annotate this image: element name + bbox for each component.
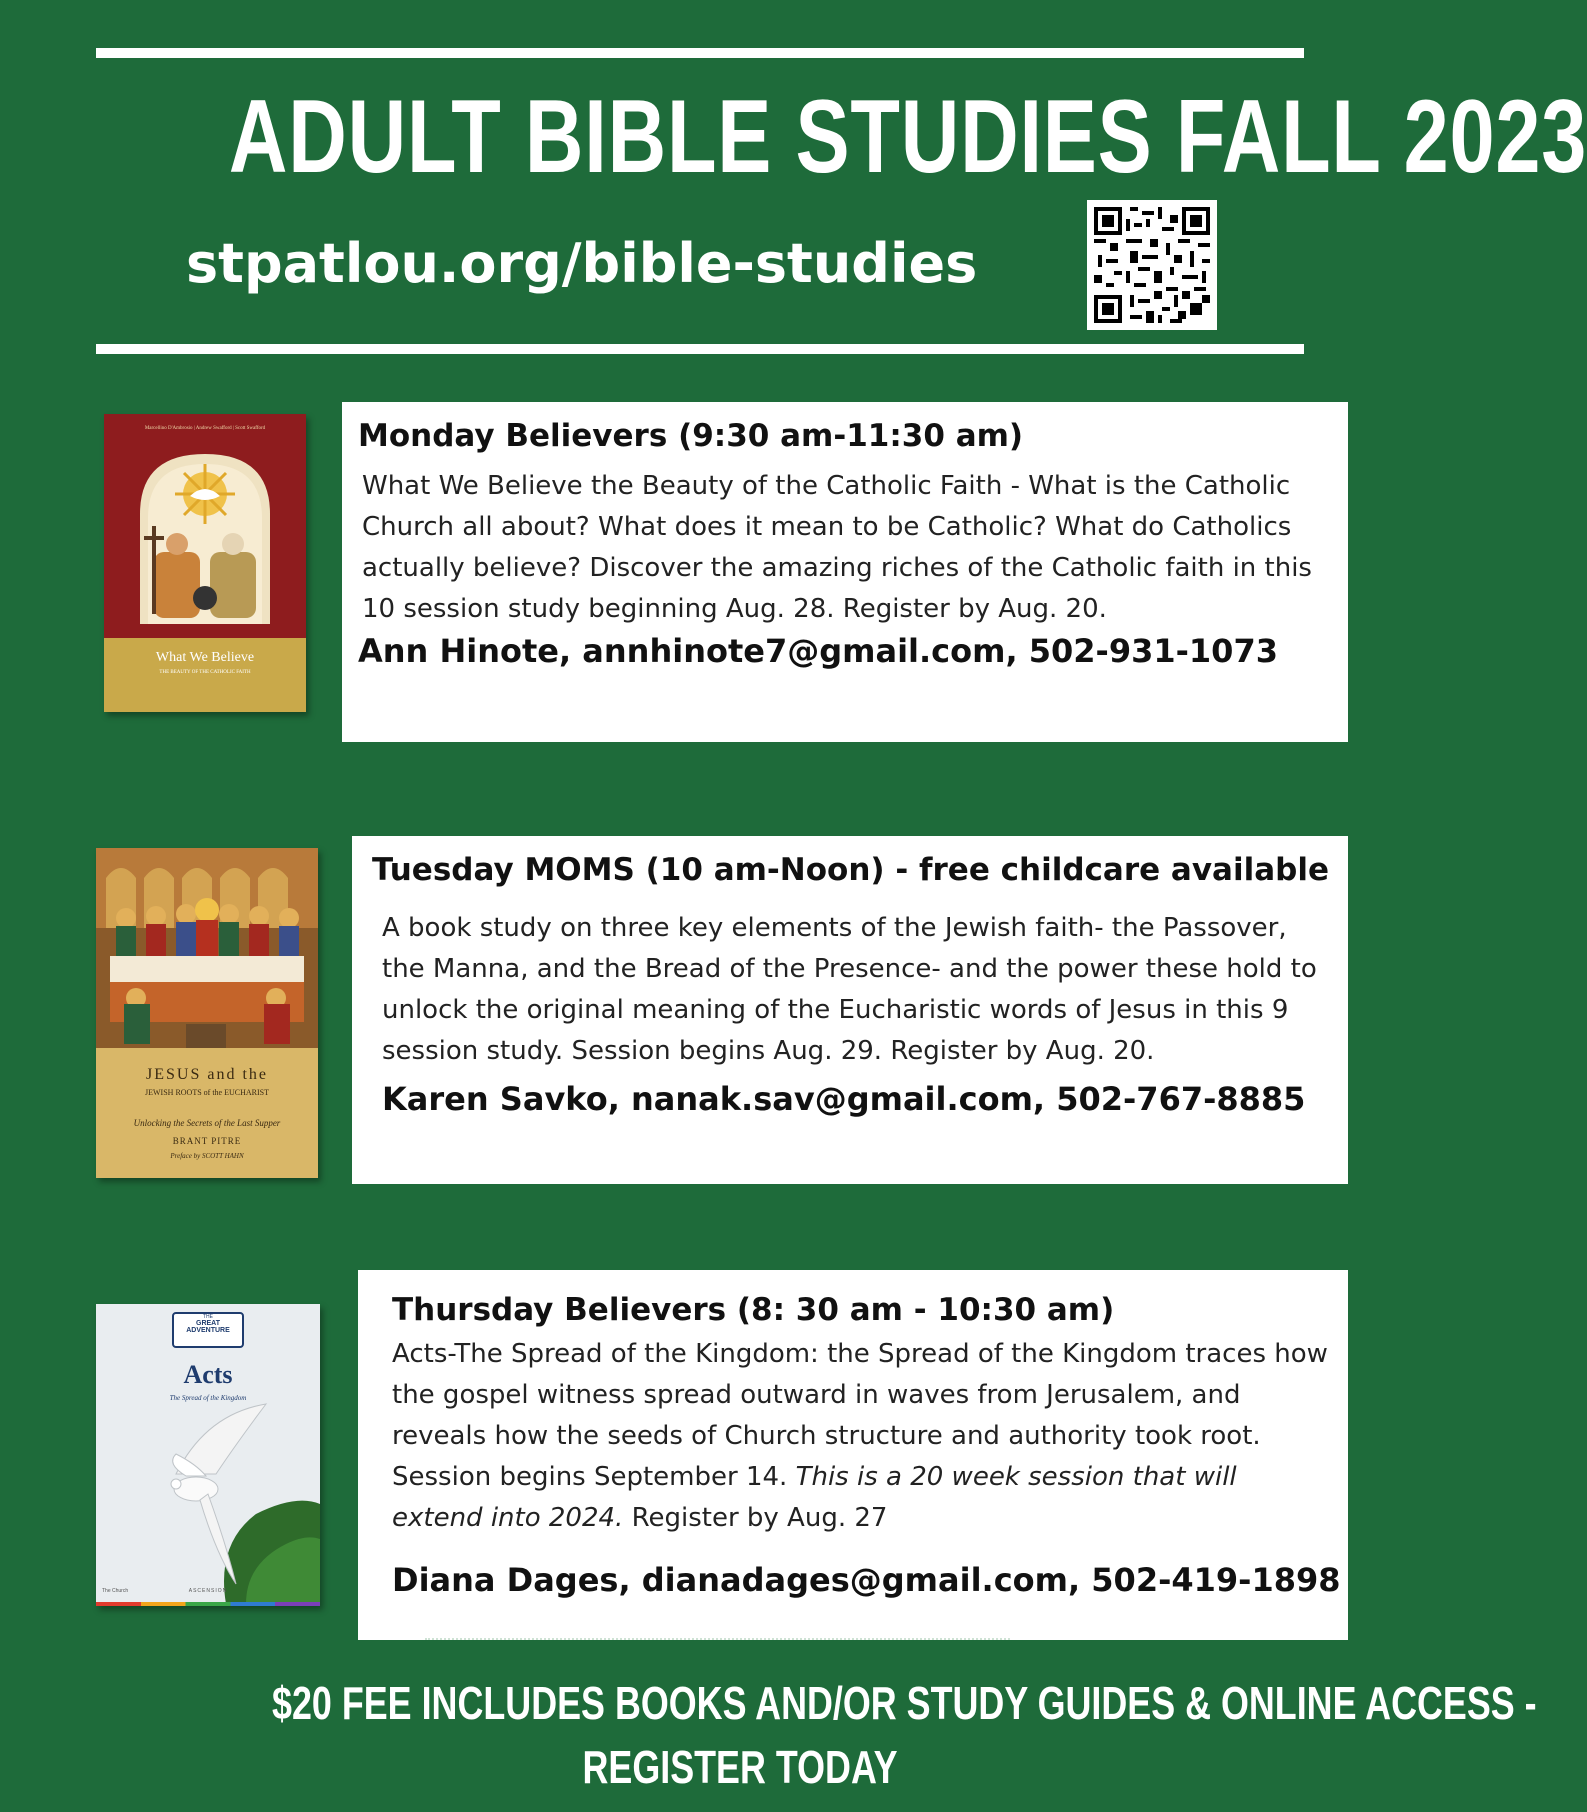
book-subtitle: Unlocking the Secrets of the Last Supper (133, 1118, 281, 1128)
website-link[interactable]: stpatlou.org/bible-studies (186, 232, 978, 295)
book-author: BRANT PITRE (172, 1136, 242, 1146)
study-card-thursday (358, 1270, 1348, 1640)
publisher-label: ASCENSION (188, 1588, 228, 1594)
footer-fee-line: $20 FEE INCLUDES BOOKS AND/OR STUDY GUIDES & ONLINE ACCESS - (272, 1677, 1537, 1729)
book-title: Acts (183, 1360, 233, 1389)
dotted-divider (425, 1638, 1010, 1640)
series-line-3: ADVENTURE (186, 1327, 230, 1334)
book-title-line2: JEWISH ROOTS of the EUCHARIST (145, 1088, 269, 1097)
book-title-line1: JESUS and the (146, 1066, 268, 1083)
series-logo (172, 1312, 244, 1348)
dove-illustration (96, 1404, 320, 1604)
book-authors: Marcellino D'Ambrosio | Andrew Swafford | Scott Swafford (144, 426, 266, 431)
study-title: Monday Believers (9:30 am-11:30 am) (358, 418, 1024, 454)
top-rule (96, 48, 1304, 58)
study-description (374, 1334, 1330, 1539)
book-subtitle: THE BEAUTY OF THE CATHOLIC FAITH (159, 670, 251, 675)
study-title: Tuesday MOMS (10 am-Noon) - free childcare available (372, 852, 1329, 888)
book-preface: Preface by SCOTT HAHN (170, 1152, 244, 1160)
study-card-tuesday (352, 836, 1348, 1184)
qr-code-icon (1094, 207, 1210, 323)
footer-register-line: REGISTER TODAY (582, 1741, 898, 1793)
book-cover-jesus-jewish-roots (96, 848, 318, 1178)
book-subtitle: The Spread of the Kingdom (169, 1394, 247, 1402)
book-art-last-supper (96, 848, 318, 1048)
book-cover-what-we-believe (104, 414, 306, 712)
book-cover-acts (96, 1304, 320, 1606)
color-stripe (96, 1602, 320, 1606)
study-description: What We Believe the Beauty of the Catholic Faith - What is the Catholic Church all about? What does it mean to be Catholic? What do Catholics actually believe? Discover the amazing riches of the Catholic faith in this 10 session study beginning Aug. 28. Register by Aug. 20. (362, 471, 1312, 624)
series-line-2: GREAT (196, 1320, 220, 1327)
study-card-monday (342, 402, 1348, 742)
study-contact[interactable]: Diana Dages, dianadages@gmail.com, 502-419-1898 (392, 1561, 1341, 1599)
study-description-note: This is a 20 week session that will extend into 2024. (392, 1462, 1237, 1533)
study-title: Thursday Believers (8: 30 am - 10:30 am) (392, 1292, 1115, 1328)
series-line-1: THE (203, 1314, 213, 1320)
study-description: A book study on three key elements of the Jewish faith- the Passover, the Manna, and the Bread of the Presence- and the power these hold to unlock the original meaning of the Eucharistic words of Jesus in this 9 session study. Session begins Aug. 29. Register by Aug. 20. (382, 913, 1317, 1066)
book-title: What We Believe (155, 650, 255, 665)
study-description-main: Acts-The Spread of the Kingdom: the Spread of the Kingdom traces how the gospel witness spread outward in waves from Jerusalem, and reveals how the seeds of Church structure and authority took root. Session begins September 14. (392, 1339, 1328, 1492)
header-bottom-rule (96, 344, 1304, 354)
qr-code[interactable] (1087, 200, 1217, 330)
page-title: ADULT BIBLE STUDIES FALL 2023 (228, 79, 1587, 195)
study-contact[interactable]: Ann Hinote, annhinote7@gmail.com, 502-931-1073 (358, 632, 1278, 670)
study-contact[interactable]: Karen Savko, nanak.sav@gmail.com, 502-767-8885 (382, 1080, 1306, 1118)
book-art-trinity (104, 434, 306, 634)
study-description-deadline: Register by Aug. 27 (631, 1503, 888, 1533)
series-label: The Church (102, 1588, 129, 1594)
